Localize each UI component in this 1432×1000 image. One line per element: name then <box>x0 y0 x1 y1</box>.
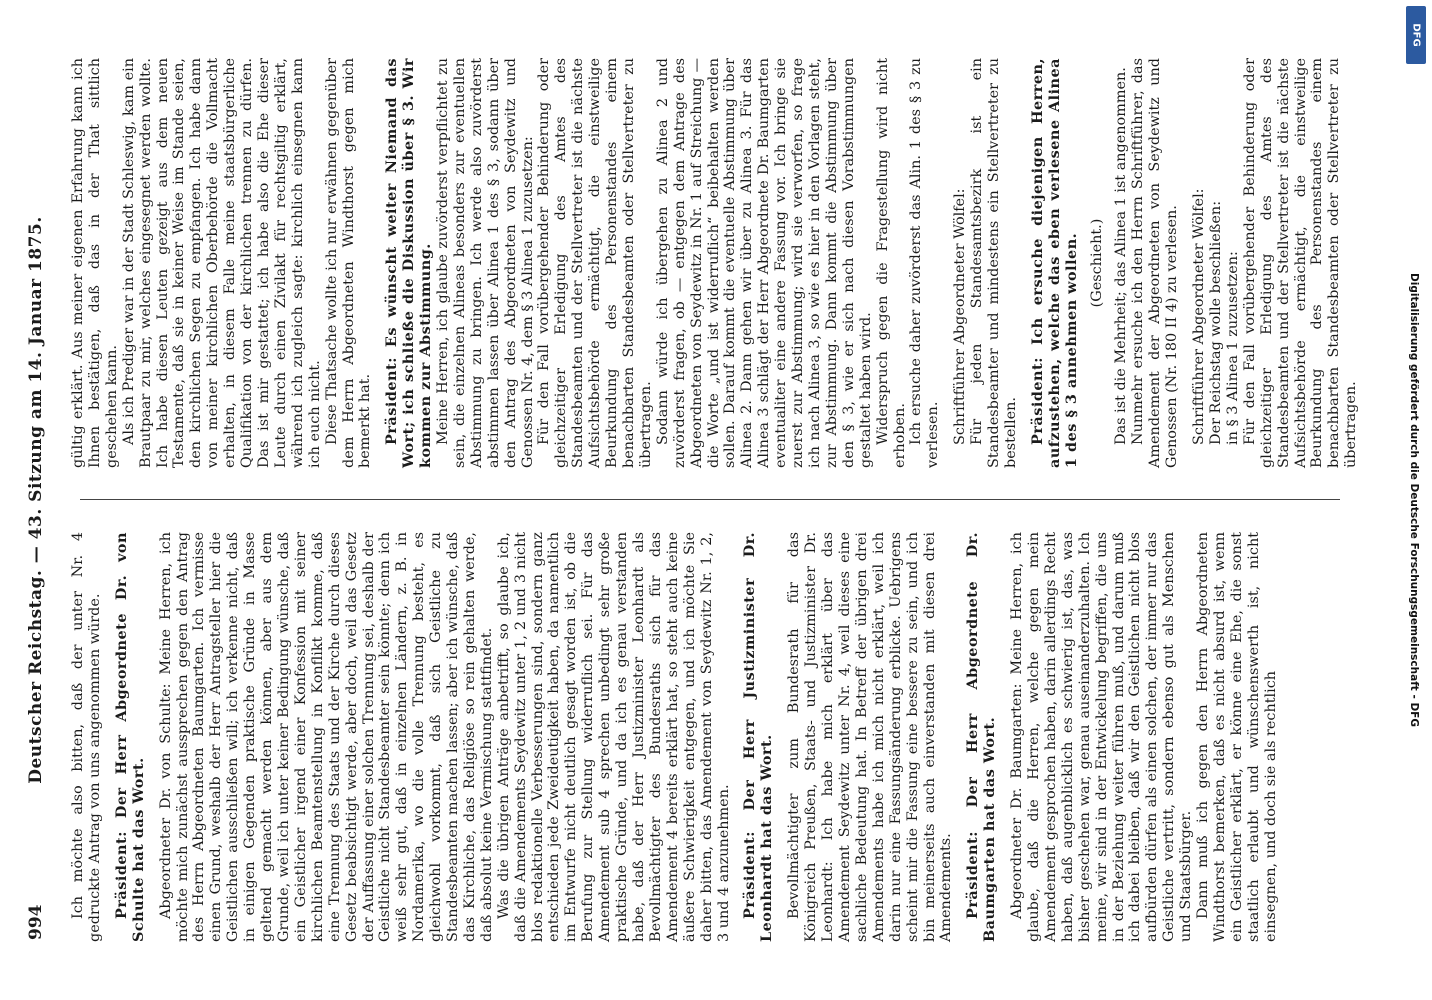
column-divider <box>80 499 1340 500</box>
right-column <box>70 58 1370 468</box>
speaker-line: Schriftführer Abgeordneter Wölfel: <box>952 188 969 445</box>
paragraph: Als ich Prediger war in der Stadt Schleswig, kam ein Brautpaar zu mir, welches eingesegnet werden wollte. Ich habe diesen Leuten gezeigt aus dem neuen Testamente, daß sie in keiner Weise im Stande seien, den kirchlichen Segen zu empfangen. Ich habe dann von meiner kirchlichen Oberbehörde die Vollmacht erhalten, in diesem Falle meine staatsbürgerliche Qualifikation von der kirchlichen trennen zu dürfen. Das ist mir gestattet; ich habe also die Ehe dieser Leute durch einen Zivilakt für rechtsgiltig erklärt, während ich zugleich sagte: kirchlich einsegnen kann ich euch nicht. <box>120 58 323 468</box>
digitization-note <box>1400 0 1428 1000</box>
speaker-line: Schriftführer Abgeordneter Wölfel: <box>1191 188 1208 445</box>
running-head <box>22 60 52 940</box>
left-column <box>70 532 1370 942</box>
quoted-amendment: Für den Fall vorübergehender Behinderung oder gleichzeitiger Erledigung des Amtes des Standesbeamten und der Stellvertreter ist die nächste Aufsichtsbehörde ermächtigt, die einstweilige Beurkundung des Personenstandes einem benachbarten Standesbeamten oder Stellvertreter zu übertragen. <box>536 58 654 468</box>
paragraph: Widerspruch gegen die Fragestellung wird nicht erhoben. <box>874 58 908 468</box>
paragraph: Abgeordneter Dr. Baumgarten: Meine Herren, ich glaube, daß die Herren, welche gegen mein Amendement gesprochen haben, darin allerdings Recht haben, daß augenblicklich es schwierig ist, das, was bisher geschehen war, genau auseinanderzuhalten. Ich meine, wir sind in der Entwickelung begriffen, die uns in der Beziehung weiter führen muß, und darum muß ich dabei bleiben, daß wir den Geistlichen nicht blos aufbürden dürfen als einen solchen, der immer nur das Geistliche vertritt, sondern ebenso gut als Menschen und Staatsbürger. <box>1009 532 1195 942</box>
paragraph: Für jeden Standesamtsbezirk ist ein Standesbeamter und mindestens ein Stellvertreter zu bestellen. <box>969 58 1019 468</box>
page-number: 994 <box>26 904 46 940</box>
president-line: Präsident: Der Herr Abgeordnete Dr. Baumgarten hat das Wort. <box>964 532 999 942</box>
quoted-amendment: Für den Fall vorübergehender Behinderung oder gleichzeitiger Erledigung des Amtes des Standesbeamten und der Stellvertreter ist die nächste Aufsichtsbehörde ermächtigt, die einstweilige Beurkundung des Personenstandes einem benachbarten Standesbeamten oder Stellvertreter zu übertragen. <box>1241 58 1360 468</box>
president-line: Präsident: Ich ersuche diejenigen Herren, aufzustehen, welche das eben verlesene Alinea 1 des § 3 annehmen wollen. <box>1028 58 1080 468</box>
digitization-note-text: Digitalisierung gefördert durch die Deutsche Forschungsgemeinschaft - DFG <box>1408 273 1420 727</box>
paragraph: Was die übrigen Anträge anbetrifft, so glaube ich, daß die Amendements Seydewitz unter 1, 2 und 3 nicht blos redaktionelle Verbesserungen sind, sondern ganz entschieden jede Zweideutigkeit haben, da namentlich im Entwurfe nicht deutlich gesagt worden ist, ob die Berufung zur Stellung widerruflich sei. Für das Amendement sub 4 sprechen unbedingt sehr große praktische Gründe, und da ich es genau verstanden habe, daß der Herr Justizminister Leonhardt als Bevollmächtigter des Bundesraths sich für das Amendement 4 bereits erklärt hat, so steht auch keine äußere Schwierigkeit entgegen, und ich möchte Sie daher bitten, das Amendement von Seydewitz Nr. 1, 2, 3 und 4 anzunehmen. <box>495 532 732 942</box>
president-line: Präsident: Es wünscht weiter Niemand das Wort; ich schließe die Diskussion über § 3. Wir kommen zur Abstimmung. <box>383 58 435 468</box>
paragraph: Diese Thatsache wollte ich nur erwähnen gegenüber dem Herrn Abgeordneten Windthorst gegen mich bemerkt hat. <box>323 58 374 468</box>
page-header-title: Deutscher Reichstag. — 43. Sitzung am 14. Januar 1875. <box>26 216 46 784</box>
paragraph: in § 3 Alinea 1 zuzusetzen: <box>1224 251 1241 445</box>
president-line: Präsident: Der Herr Justizminister Dr. Leonhardt hat das Wort. <box>741 532 776 942</box>
paragraph: Nunmehr ersuche ich den Herrn Schriftführer, das Amendement der Abgeordneten von Seydewitz und Genossen (Nr. 180 II 4) zu verlesen. <box>1130 58 1181 468</box>
paragraph: Das ist die Mehrheit; das Alinea 1 ist angenommen. <box>1113 67 1130 445</box>
dfg-logo <box>1406 6 1426 64</box>
paragraph: Ich möchte also bitten, daß der unter Nr. 4 gedruckte Antrag von uns angenommen würde. <box>70 532 103 942</box>
paragraph: Ich ersuche daher zuvörderst das Alin. 1 des § 3 zu verlesen. <box>908 58 942 468</box>
paragraph: Dann muß ich gegen den Herrn Abgeordneten Windthorst bemerken, daß es nicht absurd ist, wenn ein Geistlicher erklärt, er könne eine Ehe, die sonst staatlich erlaubt und wünschenswerth ist, nicht einsegnen, und doch sie als rechtlich <box>1195 532 1279 942</box>
stage-direction: (Geschieht.) <box>1088 218 1105 308</box>
paragraph: Abgeordneter Dr. von Schulte: Meine Herren, ich möchte mich zunächst aussprechen gegen den Antrag des Herrn Abgeordneten Baumgarten. Ich vermisse einen Grund, weshalb der Herr Antragsteller hier die Geistlichen ausschließen will; ich verkenne nicht, daß in einigen Gegenden praktische Gründe in Masse geltend gemacht werden können, aber aus dem Grunde, weil ich unter keiner Bedingung wünsche, daß ein Geistlicher irgend einer Konfession mit seiner kirchlichen Beamtenstellung in Konflikt komme, daß eine Trennung des Staats und der Kirche durch dieses Gesetz beabsichtigt werde, aber doch, weil das Gesetz der Auffassung einer solchen Trennung sei, deshalb der Geistliche nicht Standesbeamter sein könnte; denn ich weiß sehr gut, daß in einzelnen Ländern, z. B. in Nordamerika, wo die volle Trennung besteht, es gleichwohl vorkommt, daß sich Geistliche zu Standesbeamten machen lassen; aber ich wünsche, daß das Kirchliche, das Religiöse so rein gehalten werde, daß absolut keine Vermischung stattfindet. <box>157 532 495 942</box>
paragraph: gültig erklärt. Aus meiner eigenen Erfahrung kann ich Ihnen bestätigen, daß das in der That sittlich geschehen kann. <box>70 58 120 468</box>
paragraph: Sodann würde ich übergehen zu Alinea 2 und zuvörderst fragen, ob — entgegen dem Antrage des Abgeordneten von Seydewitz in Nr. 1 auf Streichung — die Worte „und ist widerruflich“ beibehalten werden sollen. Darauf kommt die eventuelle Abstimmung über Alinea 2. Dann gehen wir über zu Alinea 3. Für das Alinea 3 schlägt der Herr Abgeordnete Dr. Baumgarten eventualiter eine andere Fassung vor. Ich bringe sie zuerst zur Abstimmung; wird sie verworfen, so frage ich nach Alinea 3, so wie es hier in den Vorlagen steht, zur Abstimmung. Dann kommt die Abstimmung über den § 3, wie er sich nach diesen Vorabstimmungen gestaltet haben wird. <box>654 58 874 468</box>
dfg-logo-text: DFG <box>1410 23 1422 47</box>
paragraph: Bevollmächtigter zum Bundesrath für das Königreich Preußen, Staats- und Justizminister Dr. Leonhardt: Ich habe mich erklärt über das Amendement Seydewitz unter Nr. 4, weil dieses eine sachliche Bedeutung hat. In Betreff der übrigen drei Amendements habe ich mich nicht erklärt, weil ich darin nur eine Fassungsänderung erblicke. Uebrigens scheint mir die Fassung eine bessere zu sein, und ich bin meinerseits auch einverstanden mit diesen drei Amendements. <box>786 532 955 942</box>
president-line: Präsident: Der Herr Abgeordnete Dr. von Schulte hat das Wort. <box>112 532 147 942</box>
paragraph: Der Reichstag wolle beschließen: <box>1208 200 1224 445</box>
paragraph: Meine Herren, ich glaube zuvörderst verpflichtet zu sein, die einzelnen Alineas besonders zur eventuellen Abstimmung zu bringen. Ich werde also zuvörderst abstimmen lassen über Alinea 1 des § 3, sodann über den Antrag des Abgeordneten von Seydewitz und Genossen Nr. 4, dem § 3 Alinea 1 zuzusetzen: <box>435 58 536 468</box>
